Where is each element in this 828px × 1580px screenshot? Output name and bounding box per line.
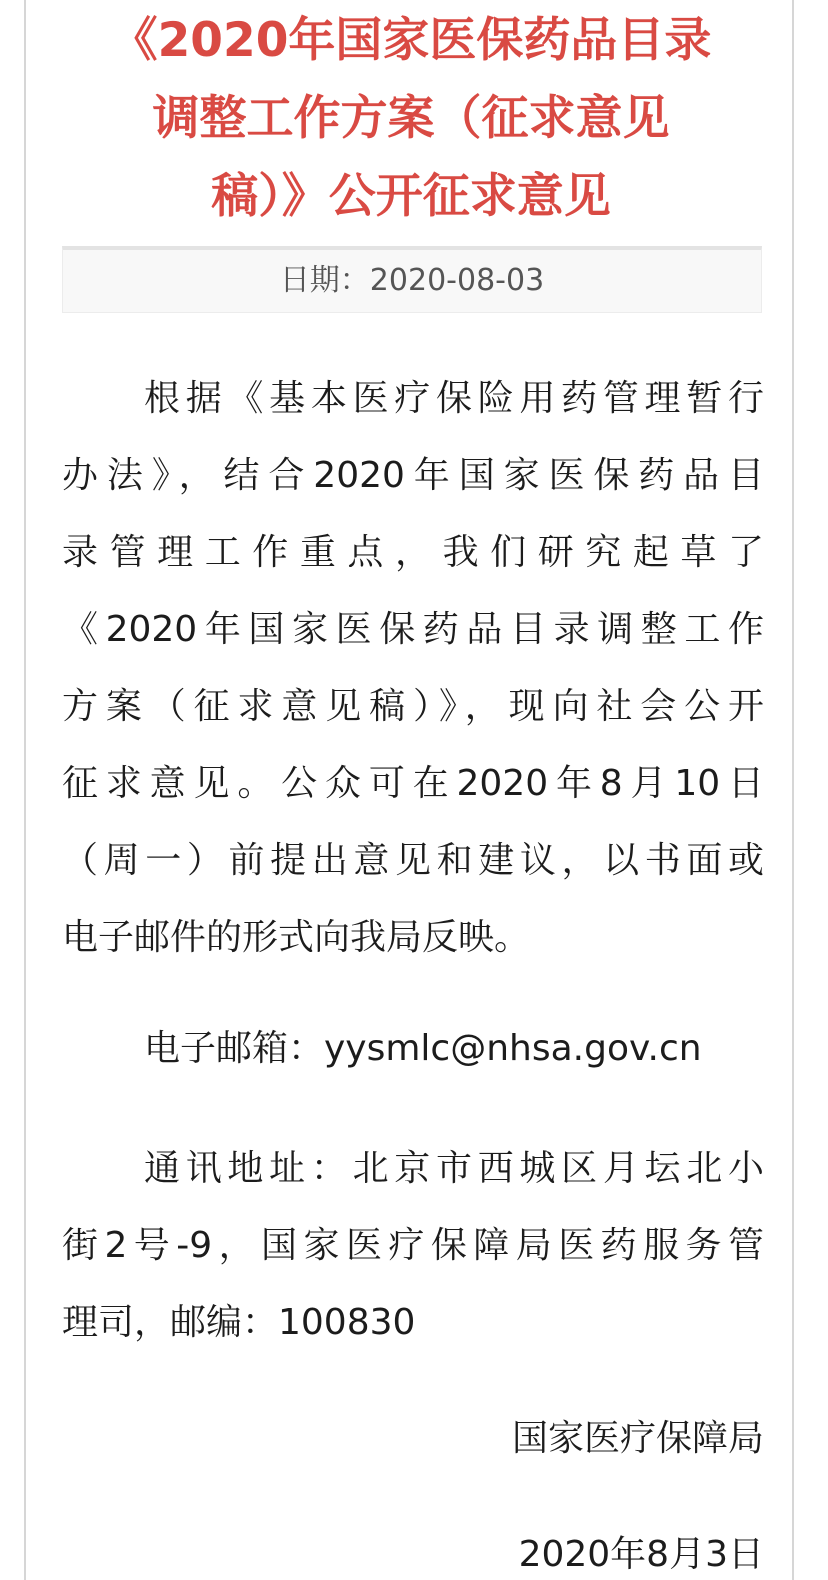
paragraph-line: 方案（征求意见稿）》，现向社会公开: [62, 686, 764, 727]
publish-date: 日期：2020-08-03: [279, 263, 545, 298]
contact-email: 电子邮箱：yysmlc@nhsa.gov.cn: [144, 1028, 702, 1069]
paragraph-line: 录管理工作重点，我们研究起草了: [62, 532, 764, 573]
paragraph-line: 电子邮件的形式向我局反映。: [62, 917, 531, 958]
address-line: 理司，邮编：100830: [62, 1302, 416, 1343]
paragraph-line: 《2020年国家医保药品目录调整工作: [62, 609, 764, 650]
paragraph-line: 办法》，结合2020年国家医保药品目: [62, 455, 764, 496]
paragraph-line: 根据《基本医疗保险用药管理暂行: [144, 378, 764, 419]
address-line: 街2号-9，国家医疗保障局医药服务管: [62, 1225, 764, 1266]
article-title-line: 稿）》公开征求意见: [211, 169, 611, 224]
signature-organization: 国家医疗保障局: [511, 1418, 764, 1459]
article-frame: [24, 0, 794, 1580]
body-paragraph: [62, 360, 764, 976]
paragraph-line: 征求意见。公众可在2020年8月10日: [62, 763, 764, 804]
article-title: [26, 2, 794, 236]
signature-date: 2020年8月3日: [518, 1534, 764, 1575]
address-line: 通讯地址：北京市西城区月坛北小: [144, 1148, 764, 1189]
paragraph-line: （周一）前提出意见和建议，以书面或: [62, 840, 764, 881]
article-title-line: 调整工作方案（征求意见: [152, 91, 670, 146]
mailing-address: [62, 1130, 764, 1361]
article-title-line: 《2020年国家医保药品目录: [110, 13, 712, 68]
publish-date-box: [62, 246, 762, 313]
